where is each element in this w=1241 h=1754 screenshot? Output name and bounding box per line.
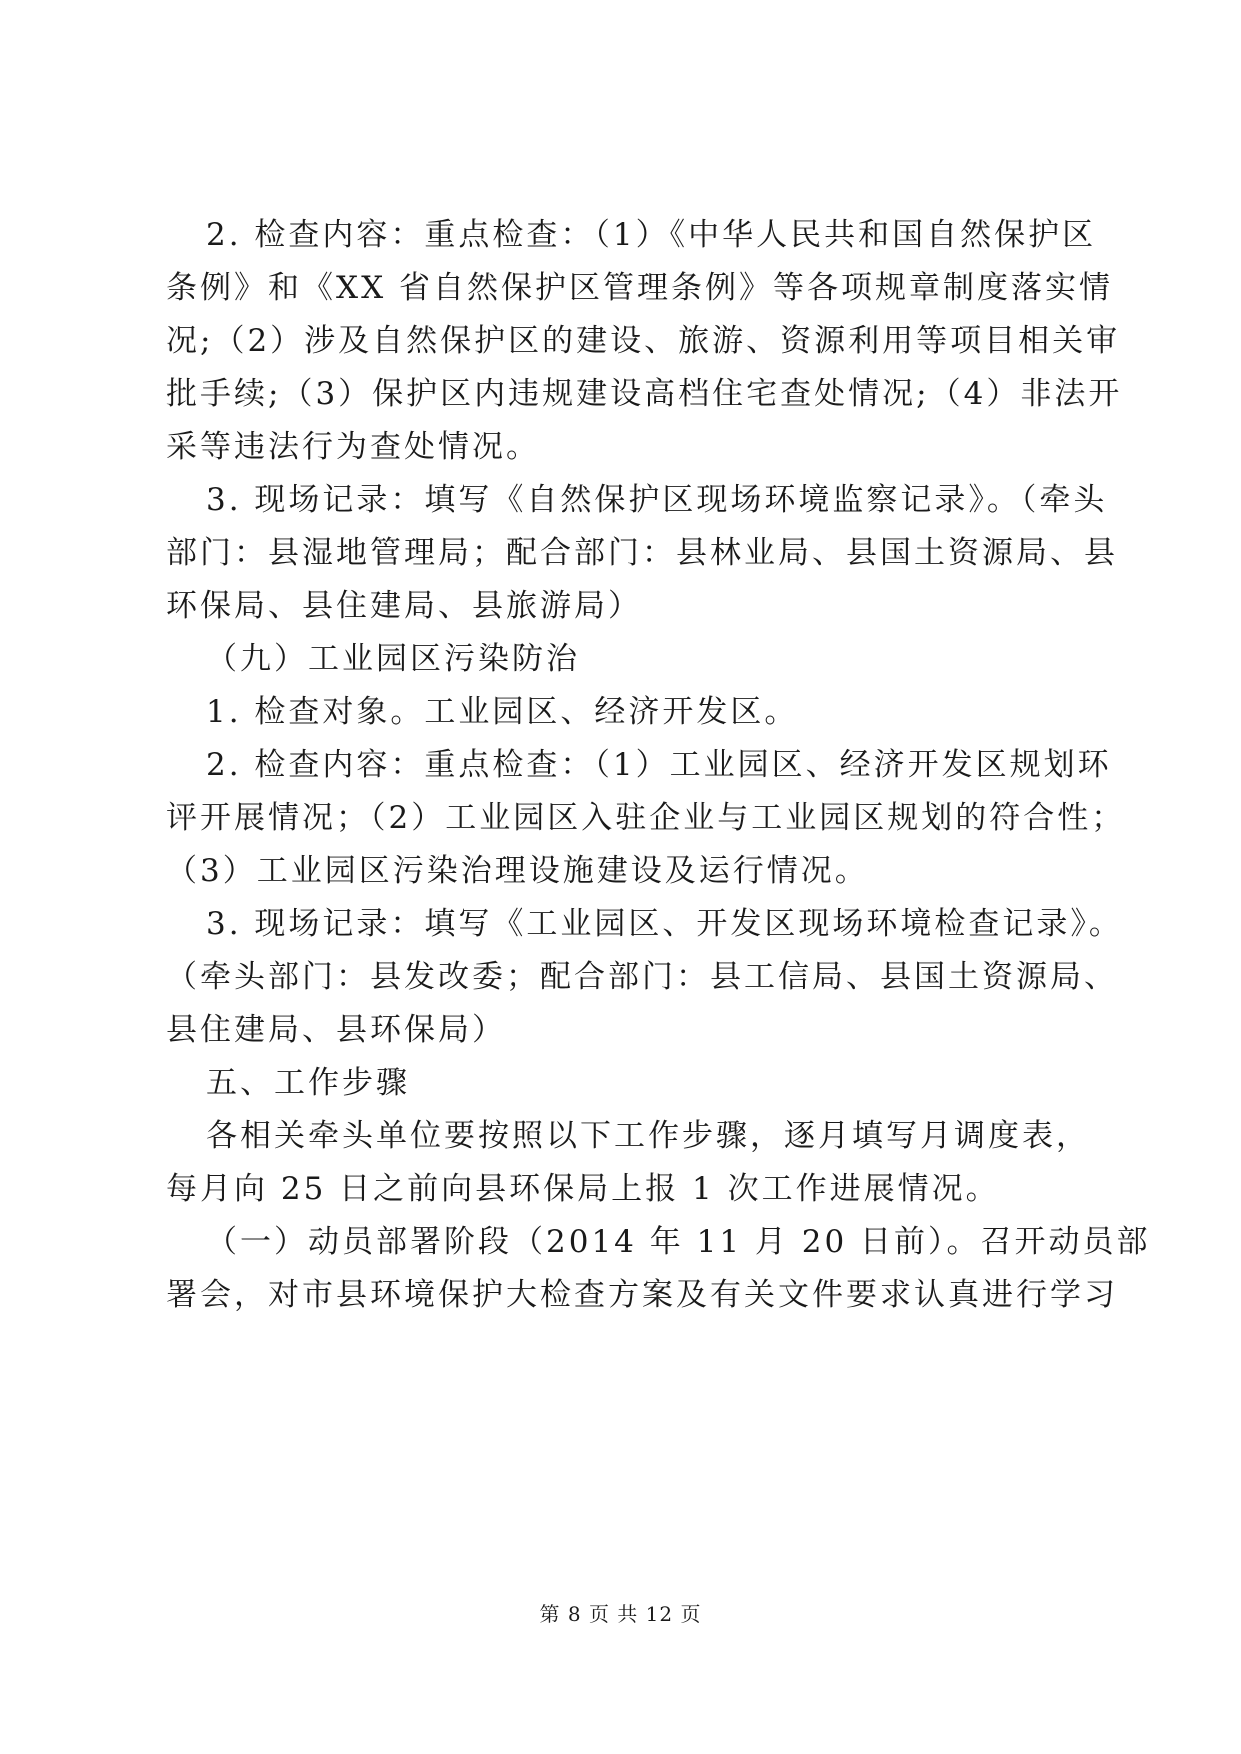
text-line: 采等违法行为查处情况。 [166, 429, 540, 465]
text-line: 批手续;（3）保护区内违规建设高档住宅查处情况;（4）非法开 [166, 376, 1123, 412]
text-line: 评开展情况；（2）工业园区入驻企业与工业园区规划的符合性； [166, 800, 1126, 836]
text-line: 况;（2）涉及自然保护区的建设、旅游、资源利用等项目相关审 [166, 323, 1121, 359]
section-heading: 五、工作步骤 [206, 1065, 410, 1101]
text-line: （3）工业园区污染治理设施建设及运行情况。 [166, 853, 869, 889]
text-line: 2. 检查内容：重点检查：（1）《中华人民共和国自然保护区 [206, 217, 1097, 253]
text-line: 1. 检查对象。工业园区、经济开发区。 [206, 694, 799, 730]
section-heading: （九）工业园区污染防治 [206, 641, 580, 677]
text-line: 每月向 25 日之前向县环保局上报 1 次工作进展情况。 [166, 1171, 1000, 1207]
text-line: 署会，对市县环境保护大检查方案及有关文件要求认真进行学习 [166, 1277, 1118, 1313]
text-line: （一）动员部署阶段（2014 年 11 月 20 日前）。召开动员部 [206, 1224, 1151, 1260]
text-line: 条例》和《XX 省自然保护区管理条例》等各项规章制度落实情 [166, 270, 1113, 306]
page-number-footer: 第 8 页 共 12 页 [539, 1602, 702, 1626]
text-line: （牵头部门：县发改委；配合部门：县工信局、县国土资源局、 [166, 959, 1118, 995]
text-line: 部门：县湿地管理局；配合部门：县林业局、县国土资源局、县 [166, 535, 1118, 571]
text-line: 3. 现场记录：填写《自然保护区现场环境监察记录》。（牵头 [206, 482, 1108, 518]
text-line: 县住建局、县环保局） [166, 1012, 506, 1048]
text-line: 2. 检查内容：重点检查：（1）工业园区、经济开发区规划环 [206, 747, 1112, 783]
text-line: 环保局、县住建局、县旅游局） [166, 588, 642, 624]
text-line: 3. 现场记录：填写《工业园区、开发区现场环境检查记录》。 [206, 906, 1123, 942]
text-line: 各相关牵头单位要按照以下工作步骤，逐月填写月调度表， [206, 1118, 1090, 1154]
